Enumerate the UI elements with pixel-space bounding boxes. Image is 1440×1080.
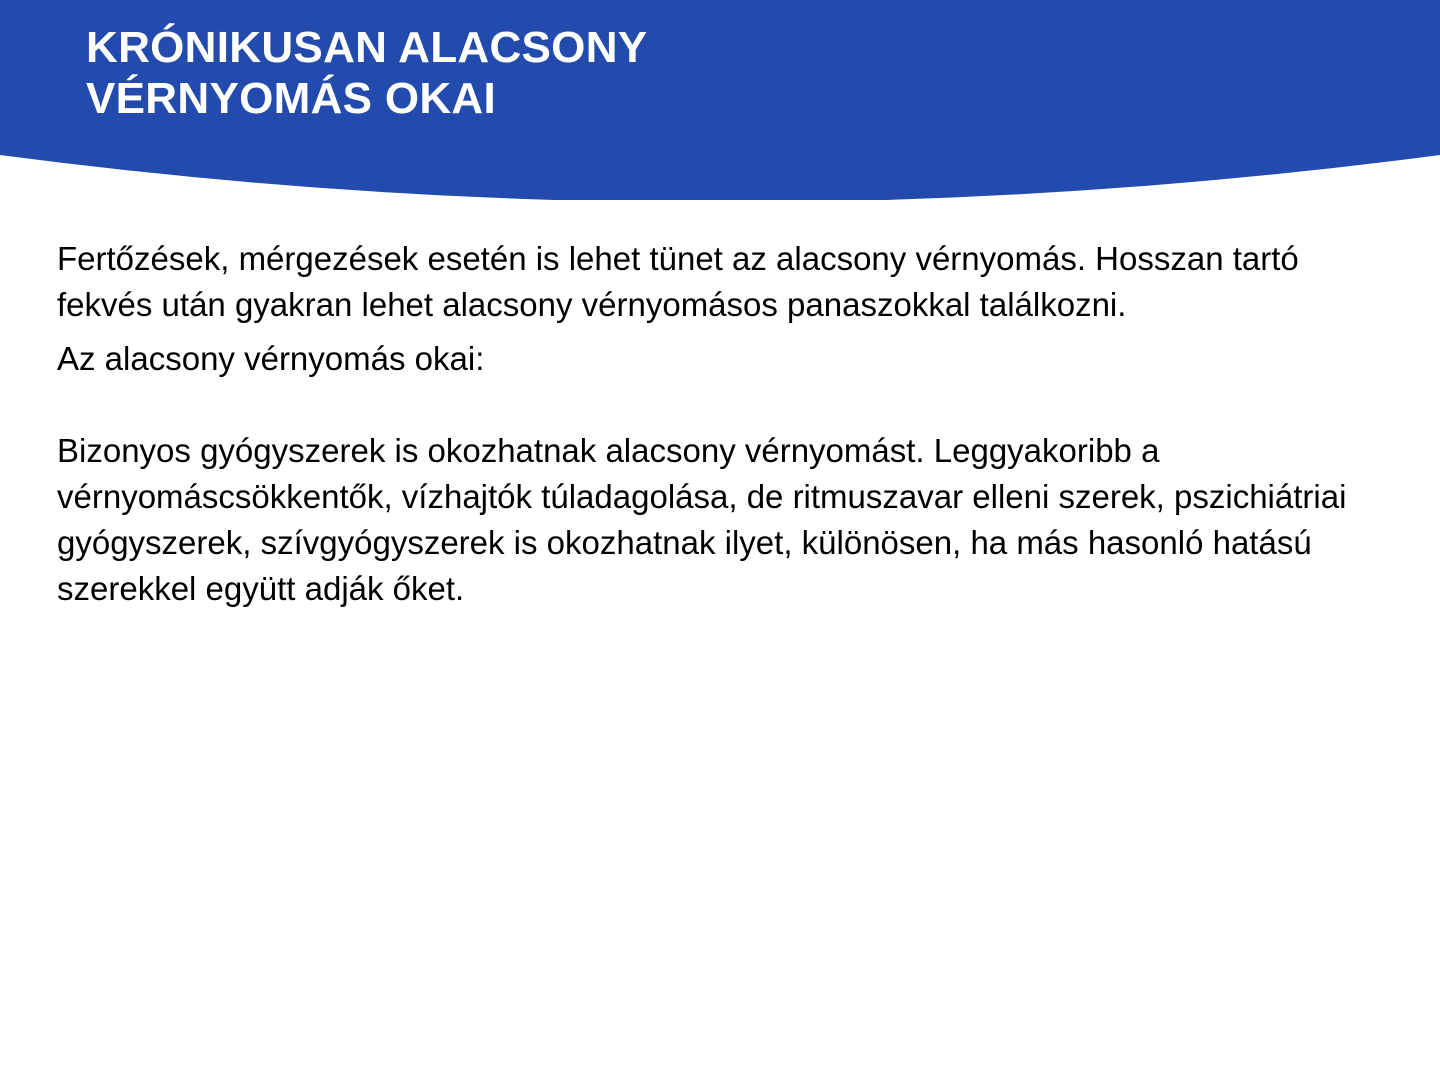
slide-body <box>57 236 1397 612</box>
paragraph-infections: Fertőzések, mérgezések esetén is lehet tünet az alacsony vérnyomás. Hosszan tartó fekvés után gyakran lehet alacsony vérnyomásos panaszokkal találkozni. <box>57 240 1299 323</box>
title-line-1: KRÓNIKUSAN ALACSONY <box>86 23 648 72</box>
slide-title <box>86 22 1286 124</box>
title-line-2: VÉRNYOMÁS OKAI <box>86 74 497 123</box>
paragraph-causes-heading: Az alacsony vérnyomás okai: <box>57 340 485 377</box>
paragraph-medications: Bizonyos gyógyszerek is okozhatnak alacsony vérnyomást. Leggyakoribb a vérnyomáscsökkentők, vízhajtók túladagolása, de ritmuszavar elleni szerek, pszichiátriai gyógyszerek, szívgyógyszerek is okozhatnak ilyet, különösen, ha más hasonló hatású szerekkel együtt adják őket. <box>57 432 1347 607</box>
